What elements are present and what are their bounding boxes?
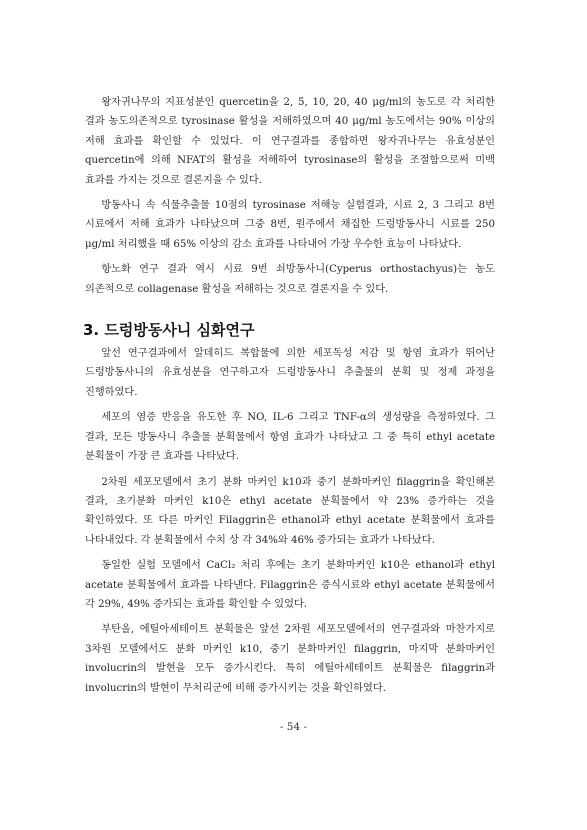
paragraph-2d-model: 2차원 세포모델에서 초기 분화 마커인 k10과 중기 분화마커인 filaggrin을 확인해본 결과, 초기분화 마커인 k10은 ethyl acetate 분획물에서 약 23% 증가하는 것을 확인하였다. 또 다른 마커인 Filaggrin은 ethanol과 ethyl acetate 분획물에서 효과를 나타내었다. 각 분획물에서 수치 상 각 34%와 46% 증가되는 효과가 나타났다. (85, 476, 495, 546)
paragraph-tyrosinase-screening: 방동사니 속 식물추출물 10점의 tyrosinase 저해능 실험결과, 시료 2, 3 그리고 8번 시료에서 저해 효과가 나타났으며 그중 8번, 원주에서 채집한 드렁방동사니 시료를 250 μg/ml 처리했을 때 65% 이상의 감소 효과를 나타내어 가장 우수한 효능이 나타났다. (85, 200, 495, 250)
page-body (85, 93, 495, 704)
paragraph-cacl2-treatment: 동일한 실험 모델에서 CaCl₂ 처리 후에는 초기 분화마커인 k10은 ethanol과 ethyl acetate 분획물에서 효과를 나타낸다. Filaggrin은 증식시료와 ethyl acetate 분획물에서 각 29%, 49% 증가되는 효과를 확인할 수 있었다. (85, 560, 495, 610)
paragraph-fractionation: 앞선 연구결과에서 알데히드 복합물에 의한 세포독성 저감 및 항염 효과가 뛰어난 드렁방동사니의 유효성분을 연구하고자 드렁방동사니 추출물의 분획 및 정제 과정을 진행하였다. (85, 348, 495, 398)
paragraph-3d-model: 부탄올, 에틸아세테이트 분획물은 앞선 2차원 세포모델에서의 연구결과와 마찬가지로 3차원 모델에서도 분화 마커인 k10, 중기 분화마커인 filaggrin, 마지막 분화마커인 involucrin의 발현을 모두 증가시킨다. 특히 에틸아세테이트 분획물은 filaggrin과 involucrin의 발현이 무처리군에 비해 증가시키는 것을 확인하였다. (85, 624, 495, 694)
page-number: - 54 - (279, 721, 308, 733)
paragraph-inflammation: 세포의 염증 반응을 유도한 후 NO, IL-6 그리고 TNF-α의 생성량을 측정하였다. 그 결과, 모든 방동사니 추출물 분획물에서 항염 효과가 나타났고 그 중 특히 ethyl acetate 분획물이 가장 큰 효과를 나타났다. (85, 412, 495, 463)
section-heading: 3. 드렁방동사니 심화연구 (83, 321, 255, 340)
paragraph-antiaging-results: 항노화 연구 결과 역시 시료 9번 쇠방동사니(Cyperus orthostachyus)는 농도 의존적으로 collagenase 활성을 저해하는 것으로 결론지을 수 있다. (85, 264, 495, 295)
paragraph-quercetin-results: 왕자귀나무의 지표성분인 quercetin을 2, 5, 10, 20, 40 μg/ml의 농도로 각 처리한 결과 농도의존적으로 tyrosinase 활성을 저해하였으며 40 μg/ml 농도에서는 90% 이상의 저해 효과를 확인할 수 있었다. 이 연구결과를 종합하면 왕자귀나무는 유효성분인 quercetin에 의해 NFAT의 활성을 저해하여 tyrosinase의 활성을 조절함으로써 미백 효과를 가지는 것으로 결론지을 수 있다. (85, 97, 495, 186)
